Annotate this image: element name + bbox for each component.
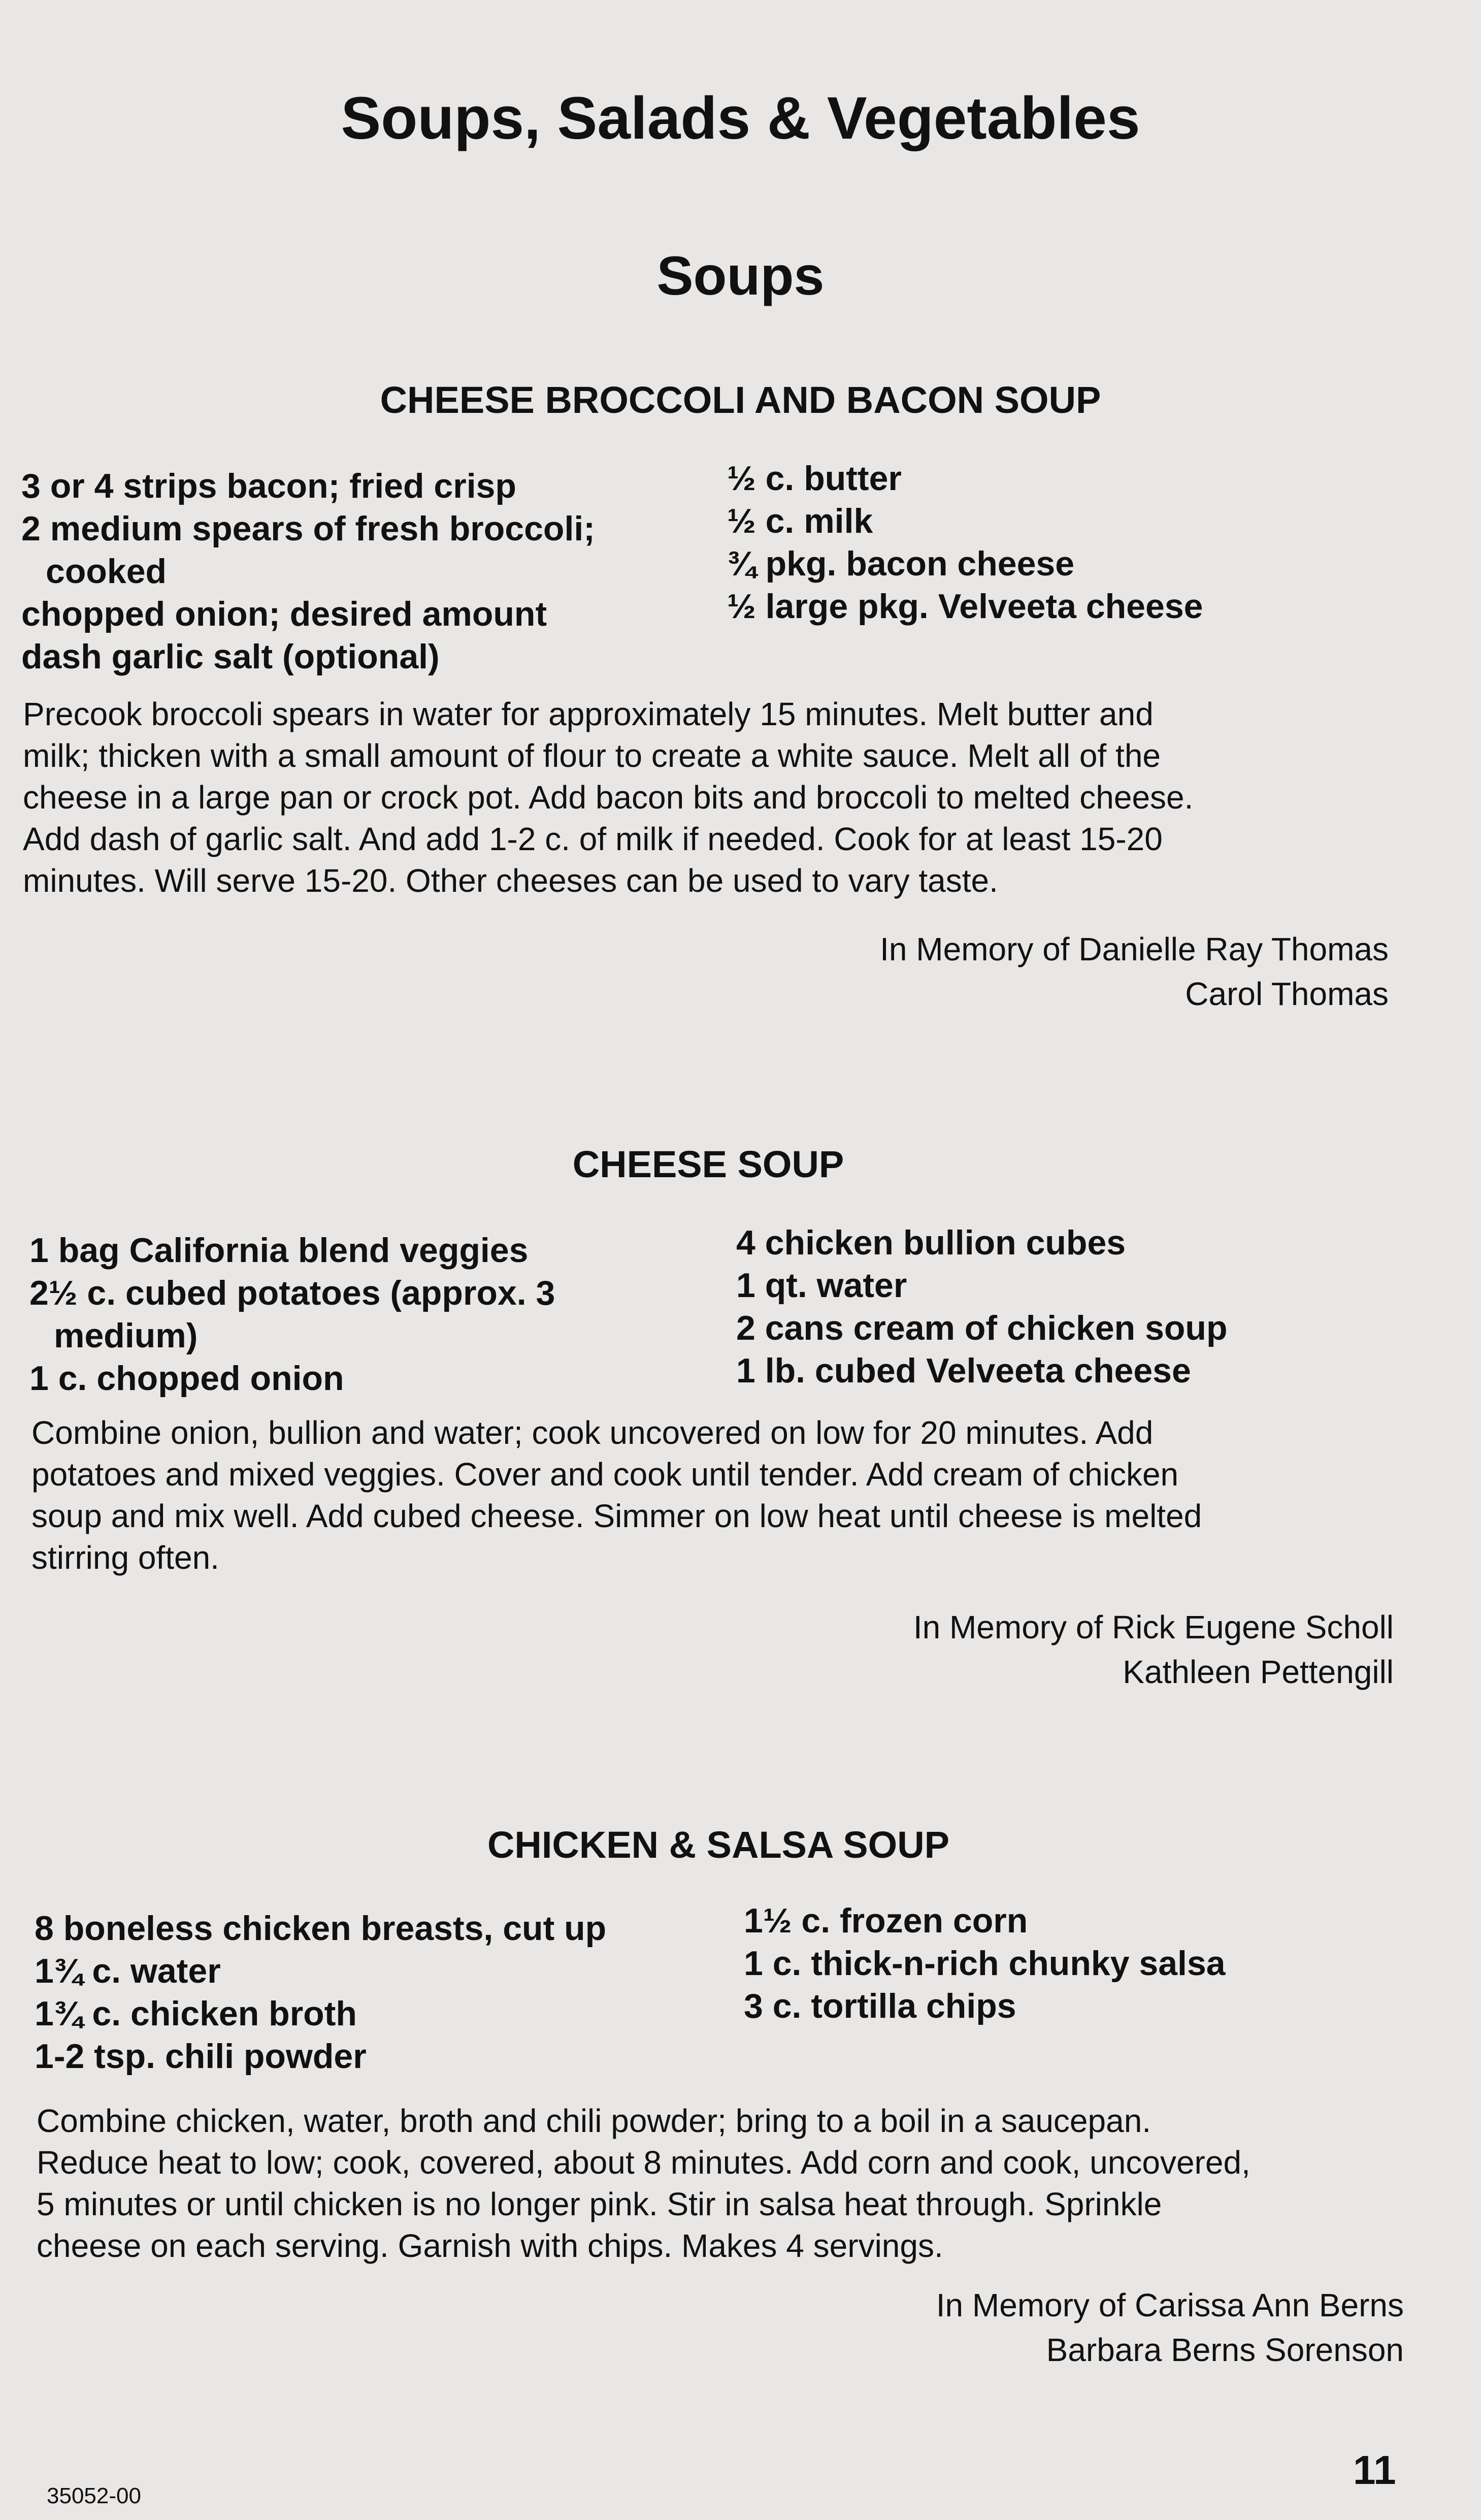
ingredient: 3 c. tortilla chips [744,1987,1016,2025]
ingredient: ½ c. milk [727,502,873,540]
recipe-title: CHICKEN & SALSA SOUP [487,1824,949,1866]
directions-line: stirring often. [31,1539,219,1576]
recipe-title: CHEESE BROCCOLI AND BACON SOUP [380,379,1101,421]
page-number: 11 [1353,2447,1396,2493]
directions-line: milk; thicken with a small amount of flour to create a white sauce. Melt all of the [23,737,1161,774]
ingredient: 2 cans cream of chicken soup [736,1309,1228,1347]
ingredient: 8 boneless chicken breasts, cut up [35,1909,607,1948]
ingredient-list-left [35,1907,606,2078]
ingredient: 1 c. thick-n-rich chunky salsa [744,1944,1226,1983]
ingredient: 2½ c. cubed potatoes (approx. 3 [29,1274,555,1312]
memorial-line: In Memory of Carissa Ann Berns [936,2287,1404,2323]
ingredient: chopped onion; desired amount [21,595,547,633]
ingredient-list-right [736,1221,1228,1392]
directions-line: cheese in a large pan or crock pot. Add bacon bits and broccoli to melted cheese. [23,779,1194,816]
ingredient: medium) [54,1316,198,1355]
bleed-through-texture [30,168,40,210]
ingredient: ½ large pkg. Velveeta cheese [727,587,1203,626]
recipe-credit [609,1605,1394,1694]
directions-line: Reduce heat to low; cook, covered, about 8 minutes. Add corn and cook, uncovered, [37,2144,1250,2181]
ingredient: 2 medium spears of fresh broccoli; [21,509,595,548]
directions-line: Combine onion, bullion and water; cook uncovered on low for 20 minutes. Add [31,1414,1154,1451]
directions-line: Combine chicken, water, broth and chili powder; bring to a boil in a saucepan. [37,2103,1151,2139]
directions-line: Precook broccoli spears in water for approximately 15 minutes. Melt butter and [23,696,1154,732]
ingredient: 1¾ c. water [35,1952,221,1990]
memorial-line: In Memory of Danielle Ray Thomas [880,931,1389,967]
contributor-name: Kathleen Pettengill [1123,1654,1394,1690]
ingredient: 1 lb. cubed Velveeta cheese [736,1351,1191,1390]
directions-line: potatoes and mixed veggies. Cover and cook until tender. Add cream of chicken [31,1456,1179,1493]
recipe-credit [609,927,1389,1016]
recipe-directions [23,693,1404,901]
recipe-directions [31,1412,1412,1578]
contributor-name: Barbara Berns Sorenson [1046,2332,1404,2368]
ingredient: 1¾ c. chicken broth [35,1994,357,2033]
recipe-directions [37,2100,1428,2267]
ingredient: 1 bag California blend veggies [29,1231,529,1270]
ingredient-list-left [29,1229,555,1400]
ingredient: 1 qt. water [736,1266,907,1305]
ingredient: 1-2 tsp. chili powder [35,2037,367,2076]
ingredient-list-right [744,1899,1226,2027]
recipe-credit [609,2283,1404,2372]
directions-line: 5 minutes or until chicken is no longer pink. Stir in salsa heat through. Sprinkle [37,2186,1162,2222]
ingredient: cooked [46,552,167,591]
contributor-name: Carol Thomas [1185,976,1389,1012]
ingredient-list-right [727,457,1203,628]
directions-line: minutes. Will serve 15-20. Other cheeses can be used to vary taste. [23,862,998,899]
footer-code: 35052-00 [47,2483,141,2508]
ingredient: ¾ pkg. bacon cheese [727,544,1075,583]
ingredient: ½ c. butter [727,459,902,498]
ingredient: dash garlic salt (optional) [21,637,440,676]
directions-line: Add dash of garlic salt. And add 1-2 c. of milk if needed. Cook for at least 15-20 [23,821,1163,857]
section-title: Soups [656,245,825,306]
ingredient-list-left [21,465,595,678]
ingredient: 1 c. chopped onion [29,1359,344,1398]
memorial-line: In Memory of Rick Eugene Scholl [913,1609,1394,1645]
page-title: Soups, Salads & Vegetables [341,85,1140,152]
ingredient: 1½ c. frozen corn [744,1901,1028,1940]
directions-line: soup and mix well. Add cubed cheese. Simmer on low heat until cheese is melted [31,1498,1202,1534]
ingredient: 4 chicken bullion cubes [736,1223,1126,1262]
directions-line: cheese on each serving. Garnish with chips. Makes 4 servings. [37,2227,943,2264]
ingredient: 3 or 4 strips bacon; fried crisp [21,467,516,505]
recipe-title: CHEESE SOUP [572,1143,844,1185]
